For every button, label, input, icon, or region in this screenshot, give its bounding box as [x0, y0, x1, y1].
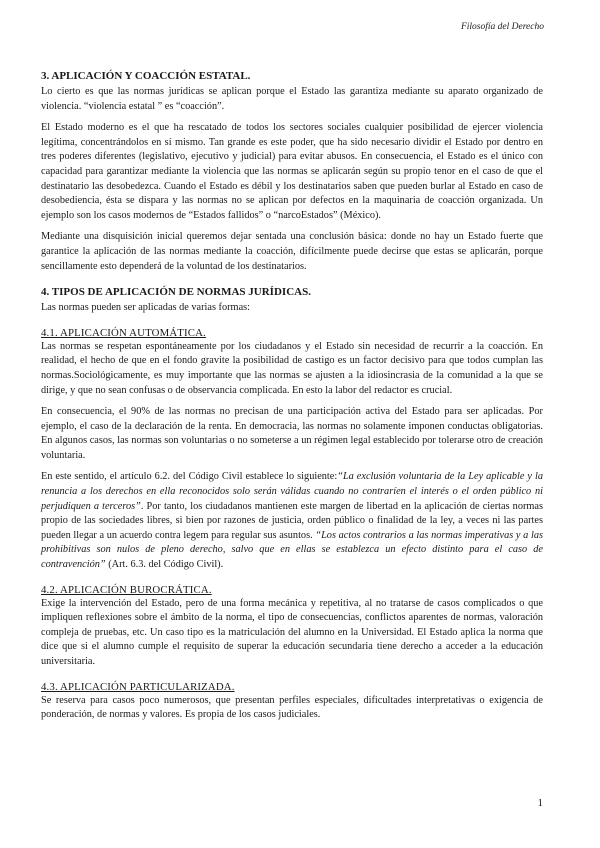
subsection-4-3-paragraph-1: Se reserva para casos poco numerosos, que presentan perfiles especiales, dificultades interpretativas o exigencia de ponderación, de normas y valores. Es propia de los casos judiciales. [41, 694, 543, 721]
civil-code-middle-text: . Por tanto, los ciudadanos mantienen este margen de libertad en la aplicación de ciertas normas propio de las sociedades libres, si bien por razones de justicia, orden público o finalidad de la ley, a veces ni las partes pueden llegar a un acuerdo contra legem para regular sus asuntos. [41, 500, 543, 541]
subsection-4-2-paragraph-1: Exige la intervención del Estado, pero de una forma mecánica y repetitiva, al no tratarse de casos complicados o que impliquen reflexiones sobre el ámbito de la norma, el tipo de consecuencias, conflictos aparentes de normas, valoración compleja de pruebas, etc. Un caso tipo es la matriculación del alumno en la Universidad. El Estado aplica la norma que dice que si el alumno cumple el requisito de superar la educación secundaria tiene derecho a acceder a la educación universitaria. [41, 597, 543, 667]
section-3-paragraph-3: Mediante una disquisición inicial queremos dejar sentada una conclusión básica: donde no hay un Estado fuerte que garantice la aplicación de las normas mediante la coacción, difícilmente puede decirse que estas se aplicarán, porque sencillamente esto dependerá de la voluntad de los destinatarios. [41, 231, 543, 272]
section-3-paragraph-2: El Estado moderno es el que ha rescatado de todos los sectores sociales cualquier posibilidad de ejercer violencia legítima, concentrándolos en sí mismo. Tan grande es este poder, que ha sido necesario dividir el Estado por dentro en tres poderes diferentes (legislativo, ejecutivo y judicial) para evitar abusos. En consecuencia, el Estado es el único con capacidad para garantizar mediante la violencia que las normas se aplicarán según su propio tenor en el caso de que el destinatario las desobedezca. Cuando el Estado es débil y los destinatarios saben que pueden burlar al Estado en caso de desobediencia, ésta se dispara y las normas no se aplican por defectos en la maquinaria de coacción organizada. Un ejemplo son los casos modernos de “Estados fallidos” o “narcoEstados” (México). [41, 122, 543, 221]
section-3-paragraph-1: Lo cierto es que las normas jurídicas se aplican porque el Estado las garantiza mediante su aparato organizado de violencia. “violencia estatal ” es “coacción”. [41, 86, 543, 112]
article-6-2-quote: “La exclusión voluntaria de la Ley aplicable y la renuncia a los derechos en ella reconocidos solo serán válidas cuando no contraríen el interés o el orden público ni perjudiquen a terceros” [41, 471, 543, 512]
section-3-heading: 3. APLICACIÓN Y COACCIÓN ESTATAL. [41, 70, 251, 82]
section-4-intro: Las normas pueden ser aplicadas de varias formas: [41, 302, 251, 314]
civil-code-citation: (Art. 6.3. del Código Civil). [105, 559, 224, 571]
document-body [41, 70, 543, 723]
running-header: Filosofía del Derecho [460, 22, 544, 32]
subsection-4-1-heading: 4.1. APLICACIÓN AUTOMÁTICA. [41, 326, 206, 339]
subsection-4-3-heading: 4.3. APLICACIÓN PARTICULARIZADA. [41, 680, 235, 693]
article-6-3-quote: “Los actos contrarios a las normas imperativas y a las prohibitivas son nulos de pleno derecho, salvo que en ellas se establezca un efecto distinto para el caso de contravención” [41, 529, 543, 571]
section-4-heading: 4. TIPOS DE APLICACIÓN DE NORMAS JURÍDICAS. [41, 286, 311, 299]
subsection-4-1-paragraph-1: Las normas se respetan espontáneamente por los ciudadanos y el Estado sin necesidad de recurrir a la coacción. En realidad, el hecho de que en el fondo gravite la posibilidad de castigo es un factor decisivo para que todos cumplan las normas.Sociológicamente, es muy importante que las normas se ajusten a la idiosincrasia de la comunidad a la que se dirige, y que no sean confusas o de observancia complicada. En esto la labor del redactor es crucial. [41, 340, 543, 396]
subsection-4-1-paragraph-3 [41, 470, 543, 572]
subsection-4-2-heading: 4.2. APLICACIÓN BUROCRÁTICA. [41, 583, 212, 596]
subsection-4-1-paragraph-2: En consecuencia, el 90% de las normas no precisan de una participación activa del Estado para ser aplicadas. Por ejemplo, el caso de la declaración de la renta. En democracia, las normas no solamente imponen conductas obligatorias. En algunos casos, las normas son voluntarias o no someterse a un régimen legal establecido por tolerarse otro de creación voluntaria. [41, 406, 543, 461]
civil-code-intro-text: En este sentido, el artículo 6.2. del Código Civil establece lo siguiente: [41, 471, 338, 483]
page-number: 1 [537, 797, 543, 809]
